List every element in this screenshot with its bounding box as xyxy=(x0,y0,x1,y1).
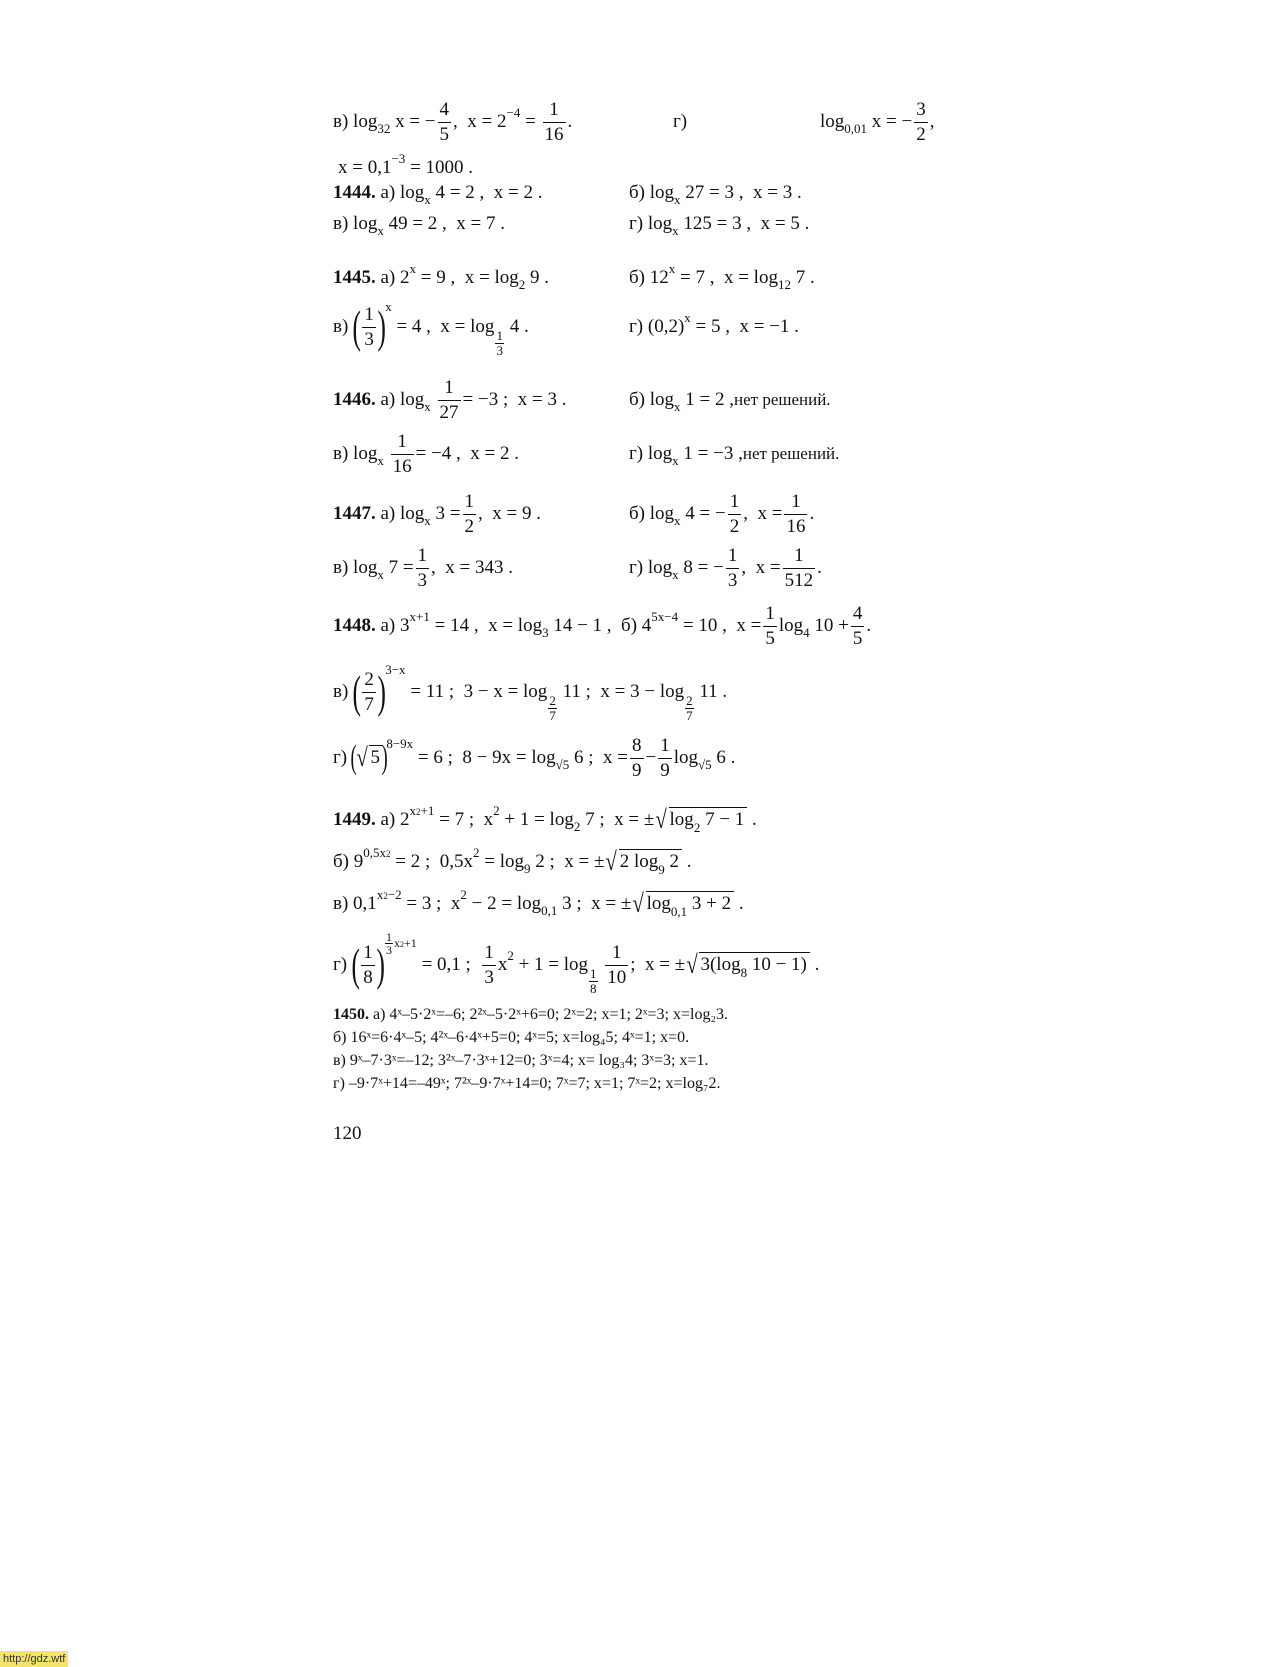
line-1448-g xyxy=(0,728,1275,788)
math-1446-a: 1446. а) log x 1 27 = −3 ; x = 3 . xyxy=(333,376,567,423)
math-1448-ab: 1448. а) 3 x+1 = 14 , x = log 3 14 − 1 , б) 4 5x−4 = 10 , x = 1 5 log 4 10 + 4 5 . xyxy=(333,602,872,649)
problem-number: 1446. xyxy=(333,389,376,410)
problem-number: 1448. xyxy=(333,615,376,636)
math-1449-g: г) ( 1 8 ) 1 3 x2+1 = 0,1 ; 1 3 x 2 + 1 = log 1 8 1 10 ; x = ± √ $3(\log_8$ 10 − 1) . xyxy=(333,929,820,996)
math-1444-v: в) log x 49 = 2 , x = 7 . xyxy=(333,213,506,238)
math-1447-g: г) log x 8 = − 1 3 , x = 1 512 . xyxy=(629,544,822,591)
line-1450-v xyxy=(333,1050,709,1072)
solution-1450-b: б) 16ˣ=6·4ˣ–5; 4²ˣ–6·4ˣ+5=0; 4ˣ=5; x=log₄5; 4ˣ=1; x=0. xyxy=(333,1029,690,1046)
line-1445-vg xyxy=(0,297,1275,357)
no-solutions-text: нет решений. xyxy=(742,444,840,463)
math-1445-a: 1445. а) 2 x = 9 , x = log 2 9 . xyxy=(333,261,549,292)
line-1447-ab xyxy=(0,484,1275,544)
problem-number: 1445. xyxy=(333,267,376,288)
math-1446-g: г) log x 1 = −3 , нет решений. xyxy=(629,443,840,468)
problem-number: 1449. xyxy=(333,809,376,830)
math-1444-a: 1444. а) log x 4 = 2 , x = 2 . xyxy=(333,182,543,207)
math-1445-b: б) 12 x = 7 , x = log 12 7 . xyxy=(629,261,815,292)
math-1448-v: в) ( 2 7 ) 3−x = 11 ; 3 − x = log 2 7 11 ; x = 3 − log 2 7 11 . xyxy=(333,662,728,723)
problem-number: 1447. xyxy=(333,503,376,524)
line-1450-g xyxy=(333,1073,721,1095)
math-1447-b: б) log x 4 = − 1 2 , x = 1 16 . xyxy=(629,490,815,537)
math-1443-g-label: г) xyxy=(673,111,688,132)
line-1448-v xyxy=(0,662,1275,722)
math-1449-a: 1449. а) 2 x2+1 = 7 ; x 2 + 1 = log 2 7 ; x = ± √ $\log_2 7 - 1$ . xyxy=(333,803,757,835)
solution-1450-g: г) –9·7ˣ+14=–49ˣ; 7²ˣ–9·7ˣ+14=0; 7ˣ=7; x=1; 7ˣ=2; x=log₇2. xyxy=(333,1075,721,1092)
math-1449-b: б) 9 0,5x2 = 2 ; 0,5x 2 = log 9 2 ; x = ± √ 2 $\log_9 2$ . xyxy=(333,845,692,877)
math-1444-g: г) log x 125 = 3 , x = 5 . xyxy=(629,213,810,238)
line-1444-vg xyxy=(0,204,1275,244)
solution-1450-v: в) 9ˣ–7·3ˣ=–12; 3²ˣ–7·3ˣ+12=0; 3ˣ=4; x= log₃4; 3ˣ=3; x=1. xyxy=(333,1052,709,1069)
line-1446-vg xyxy=(0,424,1275,484)
math-1447-v: в) log x 7 = 1 3 , x = 343 . xyxy=(333,544,514,591)
math-1449-v: в) 0,1 x2−2 = 3 ; x 2 − 2 = log 0,1 3 ; x = ± √ $\log_{0,1} 3 + 2$ . xyxy=(333,887,744,919)
math-1443-g-result: x = 0,1 −3 = 1000 . xyxy=(338,151,474,178)
problem-number: 1444. xyxy=(333,182,376,203)
line-1450-a xyxy=(333,1004,728,1026)
line-1447-vg xyxy=(0,538,1275,598)
no-solutions-text: нет решений. xyxy=(734,390,831,409)
line-1449-v xyxy=(0,874,1275,934)
math-1446-b: б) log x 1 = 2 , нет решений. xyxy=(629,389,831,414)
line-1449-g xyxy=(0,930,1275,1000)
line-1450-b xyxy=(333,1027,689,1049)
solution-1450-a: а) 4ˣ–5·2ˣ=–6; 2²ˣ–5·2ˣ+6=0; 2ˣ=2; x=1; 2ˣ=3; x=log₂3. xyxy=(373,1006,729,1023)
page-number: 120 xyxy=(333,1123,362,1144)
watermark-link[interactable]: http://gdz.wtf xyxy=(0,1651,68,1667)
math-1443-v: в) log 32 x = − 4 5 , x = 2 −4 = 1 16 . xyxy=(333,98,573,145)
line-1446-ab xyxy=(0,370,1275,430)
math-1445-g: г) (0,2) x = 5 , x = −1 . xyxy=(629,310,799,337)
math-1443-g: log 0,01 x = − 3 2 , xyxy=(820,98,935,145)
math-1444-b: б) log x 27 = 3 , x = 3 . xyxy=(629,182,802,207)
math-1447-a: 1447. а) log x 3 = 1 2 , x = 9 . xyxy=(333,490,541,537)
math-1448-g: г) ( √ 5 ) 8−9x = 6 ; 8 − 9x = log √5 6 ; x = 8 9 − 1 9 log √5 6 . xyxy=(333,734,736,781)
line-1445-ab xyxy=(0,258,1275,298)
line-1448-ab xyxy=(0,596,1275,656)
problem-number: 1450. xyxy=(333,1006,369,1023)
math-1445-v: в) ( 1 3 ) x = 4 , x = log 1 3 4 . xyxy=(333,299,529,358)
math-1446-v: в) log x 1 16 = −4 , x = 2 . xyxy=(333,430,519,477)
